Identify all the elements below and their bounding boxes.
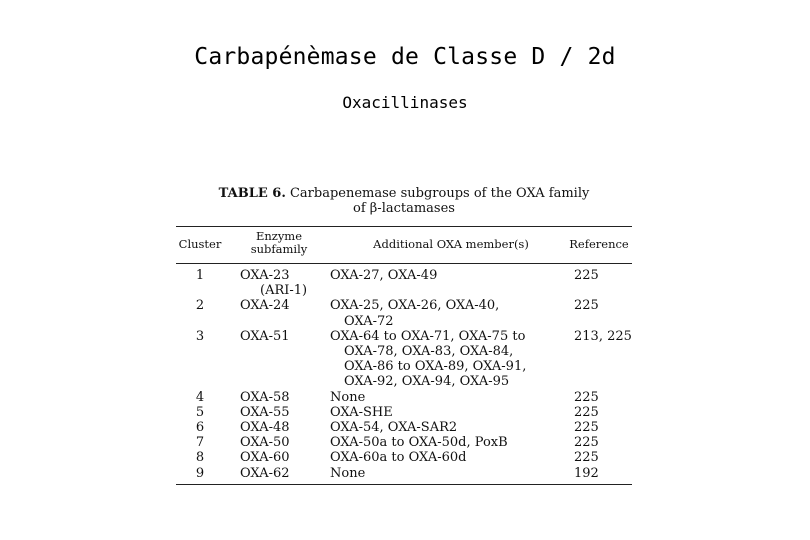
enzyme-cell: OXA-24 [240, 298, 290, 314]
table-row [176, 435, 632, 450]
reference-cell: 192 [574, 465, 599, 481]
cluster-cell: 9 [195, 465, 205, 481]
additional-cell: OXA-60a to OXA-60d [330, 450, 467, 466]
caption-line2: of β-lactamases [353, 201, 455, 216]
table-row [176, 329, 632, 390]
additional-cell: OXA-50a to OXA-50d, PoxB [330, 435, 508, 451]
cluster-cell: 1 [195, 268, 205, 283]
cluster-cell: 3 [195, 328, 205, 344]
enzyme-cell: OXA-51 [240, 328, 290, 344]
enzyme-cell: OXA-55 [240, 404, 290, 420]
header-enzyme-line1: Enzyme [255, 229, 303, 243]
cluster-cell: 8 [195, 450, 205, 466]
header-cluster: Cluster [178, 237, 222, 251]
enzyme-cell: OXA-48 [240, 419, 290, 435]
header-additional: Additional OXA member(s) [373, 237, 529, 251]
additional-cell: None [330, 465, 366, 481]
caption-label: TABLE 6. [218, 186, 286, 201]
slide-title: Carbapénèmase de Classe D / 2d [194, 44, 616, 70]
header-reference: Reference [569, 237, 629, 251]
reference-cell: 225 [574, 298, 599, 314]
table-row [176, 298, 632, 328]
reference-cell: 225 [574, 404, 599, 420]
enzyme-cell: OXA-23 (ARI-1) [240, 268, 308, 299]
additional-cell: OXA-25, OXA-26, OXA-40, OXA-72 [330, 298, 500, 329]
enzyme-cell: OXA-60 [240, 450, 290, 466]
reference-cell: 225 [574, 419, 599, 435]
enzyme-cell: OXA-62 [240, 465, 290, 481]
table-row [176, 466, 632, 481]
table-row [176, 420, 632, 435]
table-row [176, 405, 632, 420]
cluster-cell: 6 [195, 419, 205, 435]
cluster-cell: 4 [195, 389, 205, 405]
enzyme-cell: OXA-50 [240, 435, 290, 451]
additional-cell: OXA-54, OXA-SAR2 [330, 419, 458, 435]
cluster-cell: 2 [195, 298, 205, 314]
caption-line1: Carbapenemase subgroups of the OXA family [289, 186, 590, 201]
header-enzyme [234, 230, 324, 256]
table-row [176, 390, 632, 405]
reference-cell: 225 [574, 389, 599, 405]
bottom-rule [176, 484, 632, 485]
table-header [176, 227, 632, 263]
reference-cell: 225 [574, 450, 599, 466]
oxa-table [176, 186, 632, 485]
table-row [176, 450, 632, 465]
additional-cell: None [330, 389, 366, 405]
cluster-cell: 5 [195, 404, 205, 420]
reference-cell: 213, 225 [574, 328, 632, 344]
reference-cell: 225 [574, 435, 599, 451]
additional-cell: OXA-SHE [330, 404, 393, 420]
table-row [176, 268, 632, 298]
slide-subtitle: Oxacillinases [342, 93, 468, 112]
header-enzyme-line2: subfamily [250, 242, 308, 256]
reference-cell: 225 [574, 268, 599, 283]
table-caption [176, 186, 632, 216]
additional-cell: OXA-27, OXA-49 [330, 268, 438, 283]
additional-cell: OXA-64 to OXA-71, OXA-75 to OXA-78, OXA-83, OXA-84, OXA-86 to OXA-89, OXA-91, OXA-92, OXA-94, OXA-95 [330, 328, 527, 390]
enzyme-cell: OXA-58 [240, 389, 290, 405]
table-body [176, 264, 632, 481]
cluster-cell: 7 [195, 435, 205, 451]
